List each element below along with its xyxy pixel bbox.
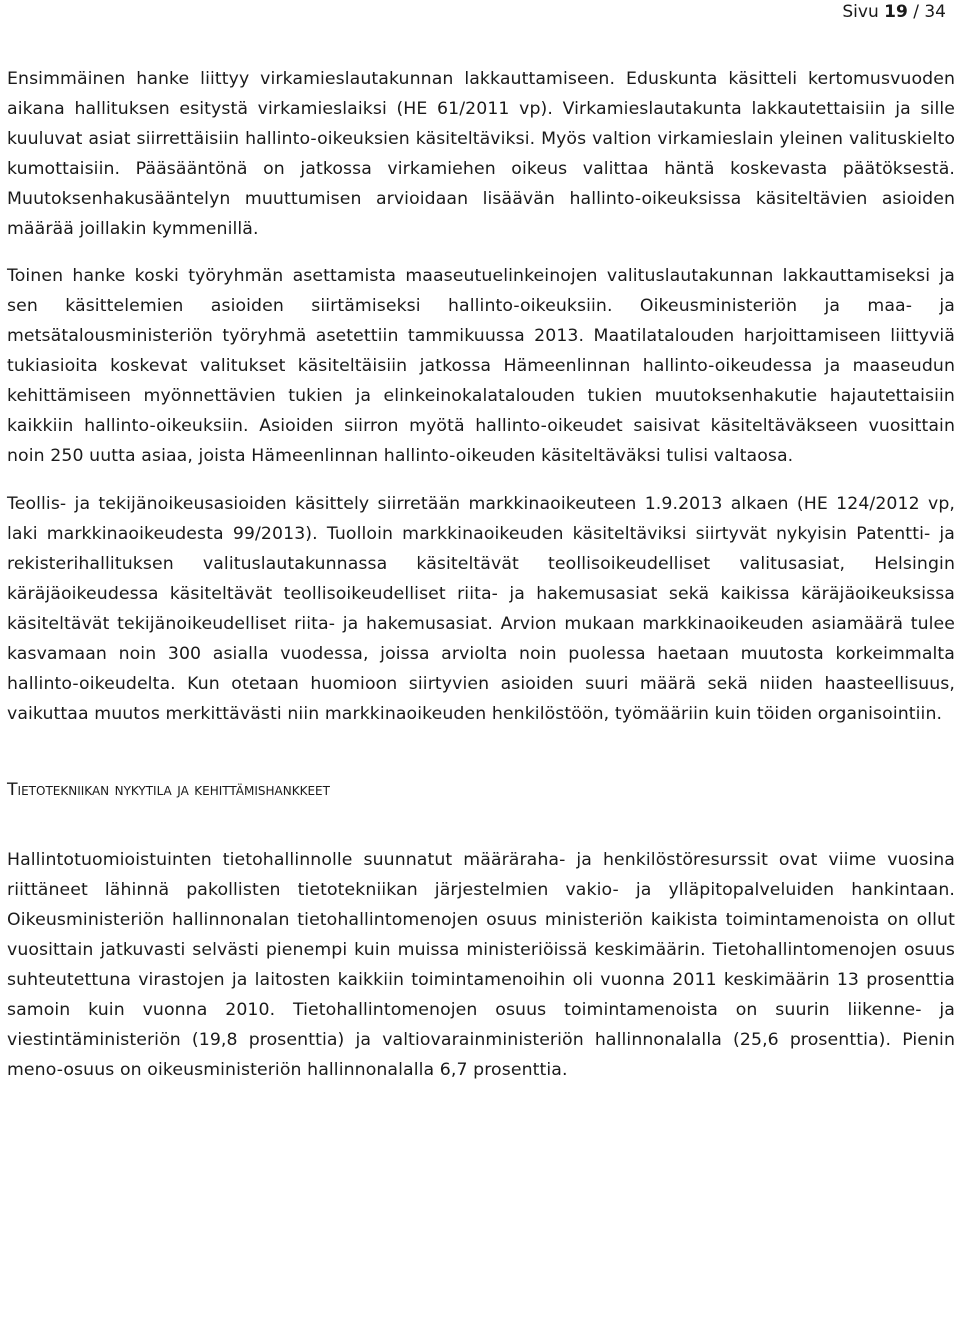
page-prefix: Sivu: [842, 2, 879, 22]
paragraph-maaseutuelinkeinot: Toinen hanke koski työryhmän asettamista maaseutuelinkeinojen valituslautakunnan lakkauttamiseksi ja sen käsittelemien asioiden siirtämiseksi hallinto-oikeuksiin. Oikeusministeriön ja maa- ja metsätalousministeriön työryhmä asetettiin tammikuussa 2013. Maatilatalouden harjoittamiseen liittyviä tukiasioita koskevat valitukset käsiteltäisiin jatkossa Hämeenlinnan hallinto-oikeudessa ja maaseudun kehittämiseen myönnettävien tukien ja elinkeinokalatalouden tukien muutoksenhakutie hajautettaisiin kaikkiin hallinto-oikeuksiin. Asioiden siirron myötä hallinto-oikeudet saisivat käsiteltäväkseen vuosittain noin 250 uutta asiaa, joista Hämeenlinnan hallinto-oikeuden käsiteltäväksi tulisi valtaosa.: [7, 266, 955, 466]
section-heading: Tietotekniikan nykytila ja kehittämishankkeet: [7, 780, 330, 800]
page-total: 34: [924, 2, 946, 22]
document-body: [7, 64, 955, 1085]
page-separator: /: [913, 2, 919, 22]
paragraph-tietohallinto: Hallintotuomioistuinten tietohallinnolle suunnatut määräraha- ja henkilöstöresurssit ovat viime vuosina riittäneet lähinnä pakollisten tietotekniikan järjestelmien vakio- ja ylläpitopalveluiden hankintaan. Oikeusministeriön hallinnonalan tietohallintomenojen osuus ministeriön kaikista toimintamenoista on ollut vuosittain jatkuvasti selvästi pienempi kuin muissa ministeriöissä keskimäärin. Tietohallintomenojen osuus suhteutettuna virastojen ja laitosten kaikkiin toimintamenoihin oli vuonna 2011 keskimäärin 13 prosenttia samoin kuin vuonna 2010. Tietohallintomenojen osuus toimintamenoista on suurin liikenne- ja viestintäministeriön (19,8 prosenttia) ja valtiovarainministeriön hallinnonalalla (25,6 prosenttia). Pienin meno-osuus on oikeusministeriön hallinnonalalla 6,7 prosenttia.: [7, 850, 955, 1080]
page-number: [842, 0, 946, 24]
paragraph-markkinaoikeus: Teollis- ja tekijänoikeusasioiden käsittely siirretään markkinaoikeuteen 1.9.2013 alkaen (HE 124/2012 vp, laki markkinaoikeudesta 99/2013). Tuolloin markkinaoikeuden käsiteltäviksi siirtyvät nykyisin Patentti- ja rekisterihallituksen valituslautakunnassa käsiteltävät teollisoikeudelliset valitusasiat, Helsingin käräjäoikeudessa käsiteltävät teollisoikeudelliset riita- ja hakemusasiat sekä kaikissa käräjäoikeuksissa käsiteltävät tekijänoikeudelliset riita- ja hakemusasiat. Arvion mukaan markkinaoikeuden asiamäärä tulee kasvamaan noin 300 asialla vuodessa, joissa arviolta noin puolessa haetaan muutosta korkeimmalta hallinto-oikeudelta. Kun otetaan huomioon siirtyvien asioiden suuri määrä sekä niiden haasteellisuus, vaikuttaa muutos merkittävästi niin markkinaoikeuden henkilöstöön, työmääriin kuin töiden organisointiin.: [7, 494, 955, 724]
paragraph-virkamieslautakunta: Ensimmäinen hanke liittyy virkamieslautakunnan lakkauttamiseen. Eduskunta käsitteli kertomusvuoden aikana hallituksen esitystä virkamieslaiksi (HE 61/2011 vp). Virkamieslautakunta lakkautettaisiin ja sille kuuluvat asiat siirrettäisiin hallinto-oikeuksien käsiteltäviksi. Myös valtion virkamieslain yleinen valituskielto kumottaisiin. Pääsääntönä on jatkossa virkamiehen oikeus valittaa häntä koskevasta päätöksestä. Muutoksenhakusääntelyn muuttumisen arvioidaan lisäävän hallinto-oikeuksissa käsiteltävien asioiden määrää joillakin kymmenillä.: [7, 69, 955, 239]
page-current: 19: [884, 2, 908, 22]
